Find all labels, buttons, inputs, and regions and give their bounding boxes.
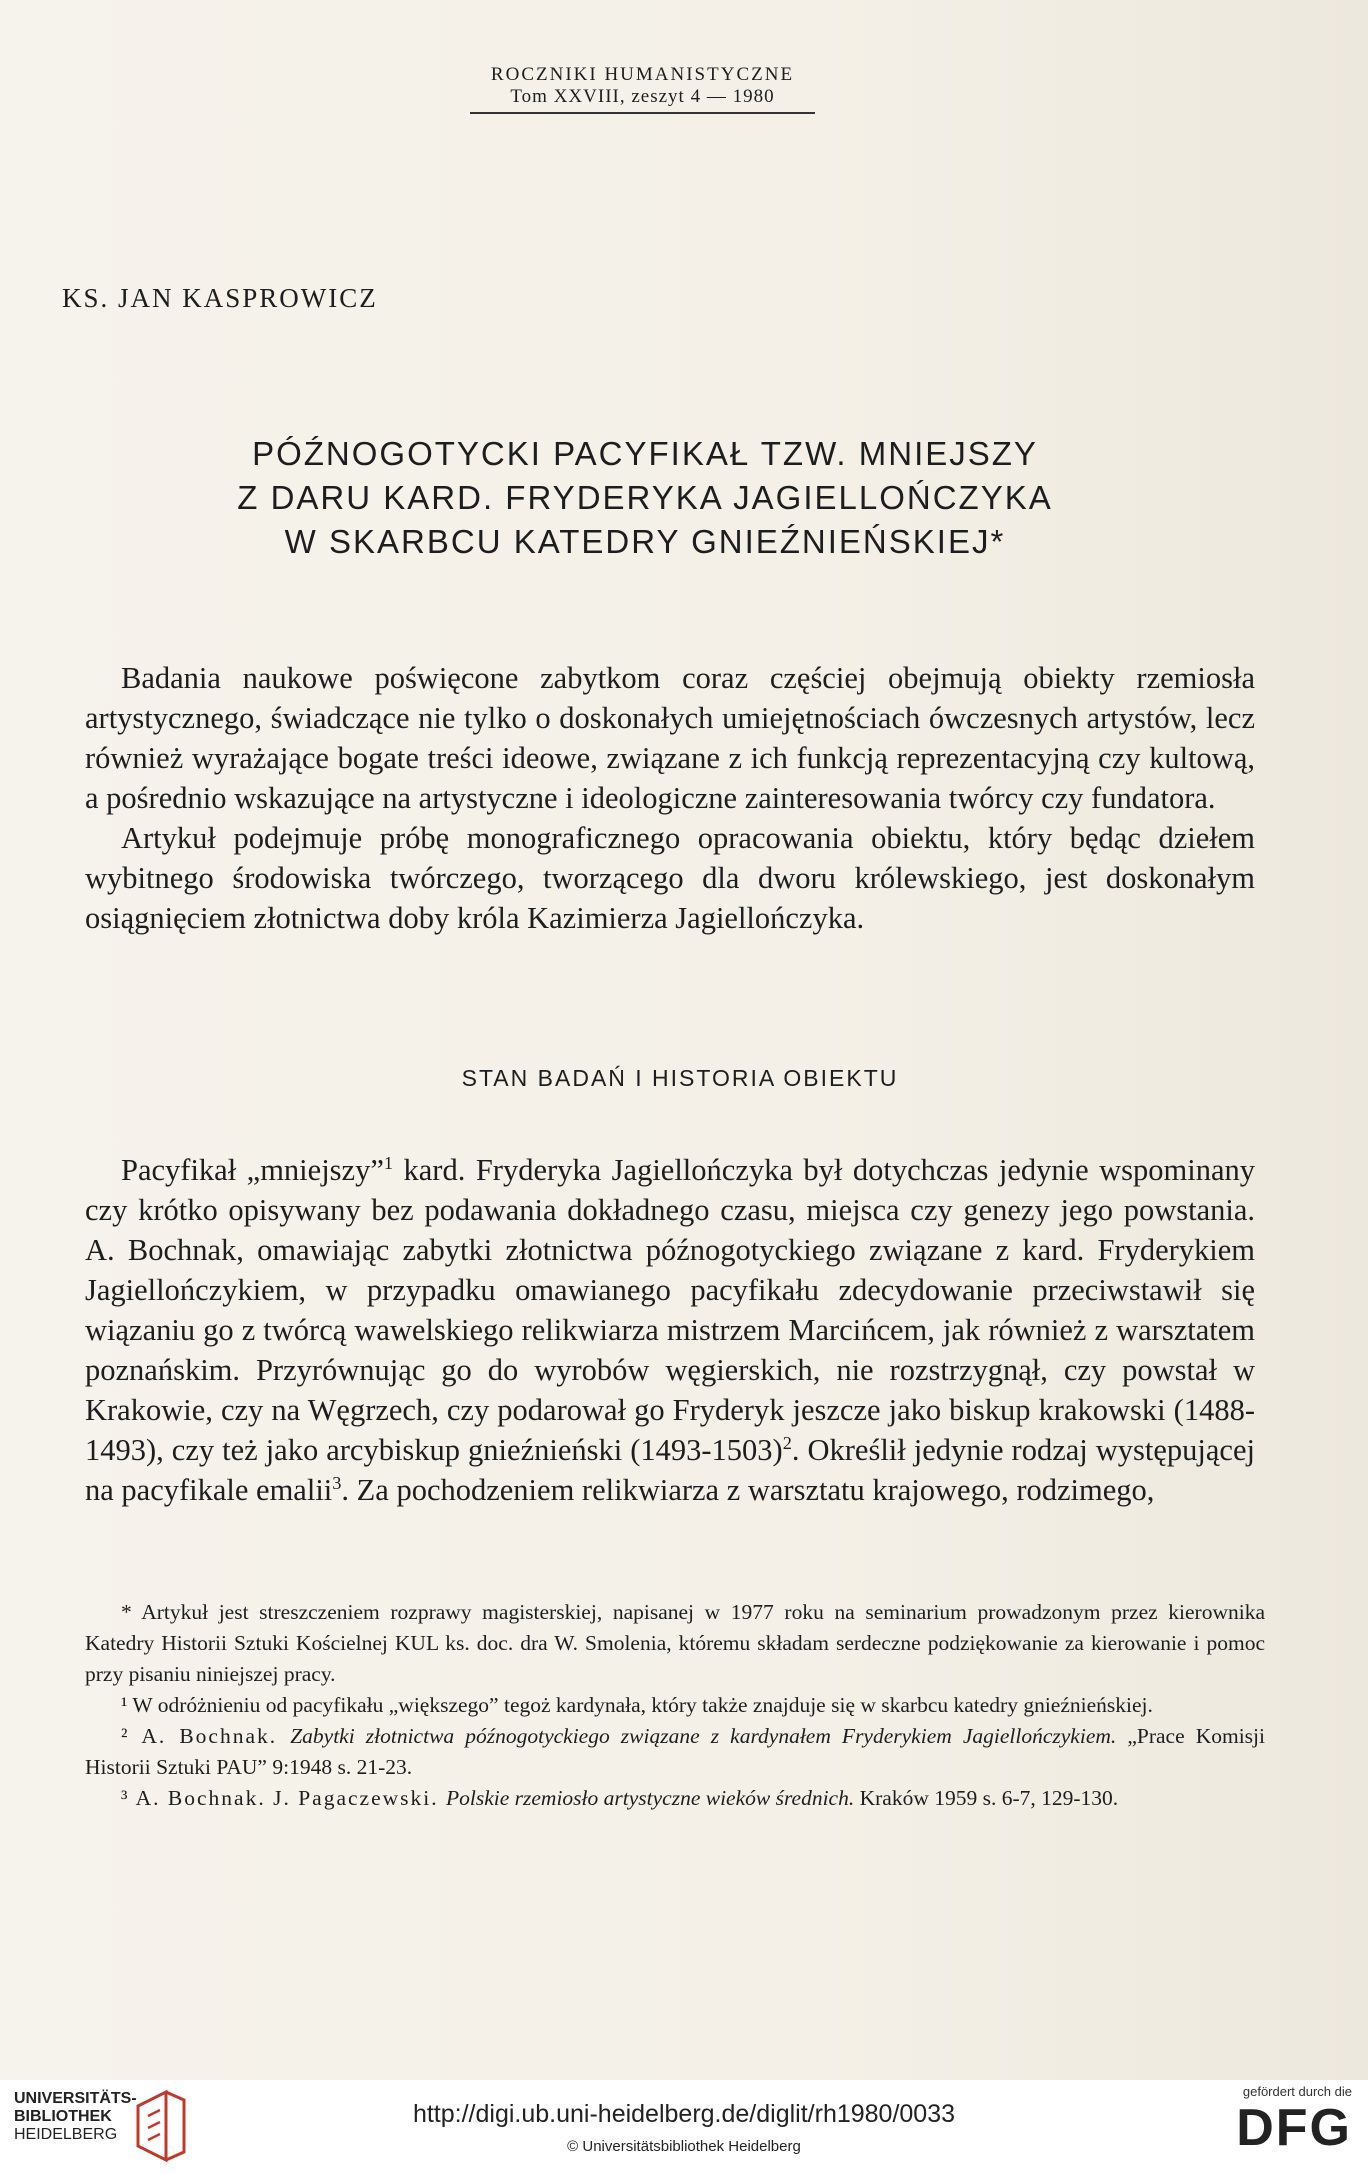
footnote-1: ¹ W odróżnieniu od pacyfikału „większego” tegoż kardynała, który także znajduje się w skarbcu katedry gnieźnieńskiej. — [121, 1693, 1153, 1717]
copyright-notice: © Universitätsbibliothek Heidelberg — [567, 2138, 801, 2155]
title-line-3: W SKARBCU KATEDRY GNIEŹNIEŃSKIEJ* — [284, 523, 1006, 560]
library-name-line: HEIDELBERG — [14, 2126, 118, 2143]
title-line-1: PÓŹNOGOTYCKI PACYFIKAŁ TZW. MNIEJSZY — [252, 435, 1038, 472]
text-run: kard. Fryderyka Jagiellończyka był dotychczas jedynie wspominany czy krótko opisywany bez podawania dokładnego czasu, miejsca czy genezy jego powstania. A. Bochnak, omawiając zabytki złotnictwa późnogotyckiego związane z kard. Fryderykiem Jagiellończykiem, w przypadku omawianego pacyfikału zdecydowanie przeciwstawił się wiązaniu go z twórcą wawelskiego relikwiarza mistrzem Marcińcem, jak również z warsztatem poznańskim. Przyrównując go do wyrobów węgierskich, nie rozstrzygnął, czy powstał w Krakowie, czy na Węgrzech, czy podarował go Fryderyk jeszcze jako biskup krakowski (1488-1493), czy też jako arcybiskup gnieźnieński (1493-1503) — [85, 1153, 1255, 1467]
digitization-footer — [0, 2080, 1368, 2174]
text-run: . Określił jedynie rodzaj występującej na pacyfikale emalii — [85, 1433, 1255, 1507]
footnote-ref-3: 3 — [332, 1472, 342, 1493]
section-body — [85, 1150, 1255, 1510]
intro-paragraph-2: Artykuł podejmuje próbę monograficznego opracowania obiektu, który będąc dziełem wybitnego środowiska twórczego, tworzącego dla dworu królewskiego, jest doskonałym osiągnięciem złotnictwa doby króla Kazimierza Jagiellończyka. — [85, 821, 1255, 935]
library-name-line: BIBLIOTHEK — [14, 2108, 112, 2125]
text-run: . Za pochodzeniem relikwiarza z warsztatu krajowego, rodzimego, — [341, 1473, 1155, 1507]
introduction — [85, 658, 1255, 938]
text-run: Kraków 1959 s. 6-7, 129-130. — [854, 1786, 1119, 1810]
funding-note: gefördert durch die — [1242, 2084, 1352, 2099]
dfg-logo: DFG — [1236, 2099, 1352, 2157]
text-run: ² A. Bochnak. — [121, 1724, 291, 1748]
footnote-star: * Artykuł jest streszczeniem rozprawy magisterskiej, napisanej w 1977 roku na seminarium prowadzonym przez kierownika Katedry Historii Sztuki Kościelnej KUL ks. doc. dra W. Smolenia, któremu składam serdeczne podziękowanie za kierowanie i pomoc przy pisaniu niniejszej pracy. — [85, 1600, 1265, 1686]
article-title — [170, 432, 1120, 564]
footnote-2 — [85, 1721, 1265, 1783]
section-paragraph — [85, 1150, 1255, 1510]
text-run: „Prace Komisji Historii Sztuki PAU” 9:1948 s. 21-23. — [85, 1724, 1265, 1779]
footnote-ref-1: 1 — [383, 1152, 394, 1173]
citation-title: Polskie rzemiosło artystyczne wieków średnich. — [446, 1786, 855, 1810]
text-run: Pacyfikał „mniejszy” — [121, 1153, 384, 1187]
footnote-ref-2: 2 — [782, 1432, 792, 1453]
library-name-line: UNIVERSITÄTS- — [14, 2090, 137, 2107]
journal-issue: Tom XXVIII, zeszyt 4 — 1980 — [510, 86, 775, 107]
intro-paragraph-1: Badania naukowe poświęcone zabytkom coraz częściej obejmują obiekty rzemiosła artystycznego, świadczące nie tylko o doskonałych umiejętnościach ówczesnych artystów, lecz również wyrażające bogate treści ideowe, związane z ich funkcją reprezentacyjną czy kultową, a pośrednio wskazujące na artystyczne i ideologiczne zainteresowania twórcy czy fundatora. — [85, 661, 1255, 815]
funding-block — [1236, 2084, 1352, 2157]
author-name: KS. JAN KASPROWICZ — [62, 283, 378, 313]
footnotes — [85, 1597, 1265, 1814]
journal-header — [470, 64, 815, 114]
header-rule — [470, 112, 815, 114]
section-heading: STAN BADAŃ I HISTORIA OBIEKTU — [461, 1065, 899, 1091]
citation-title: Zabytki złotnictwa późnogotyckiego związane z kardynałem Fryderykiem Jagiellończykiem. — [290, 1724, 1117, 1748]
journal-name: ROCZNIKI HUMANISTYCZNE — [490, 64, 795, 85]
footnote-3 — [85, 1783, 1265, 1814]
title-line-2: Z DARU KARD. FRYDERYKA JAGIELLOŃCZYKA — [237, 479, 1053, 516]
permalink[interactable]: http://digi.ub.uni-heidelberg.de/diglit/rh1980/0033 — [412, 2100, 956, 2128]
text-run: ³ A. Bochnak. J. Pagaczewski. — [121, 1786, 446, 1810]
